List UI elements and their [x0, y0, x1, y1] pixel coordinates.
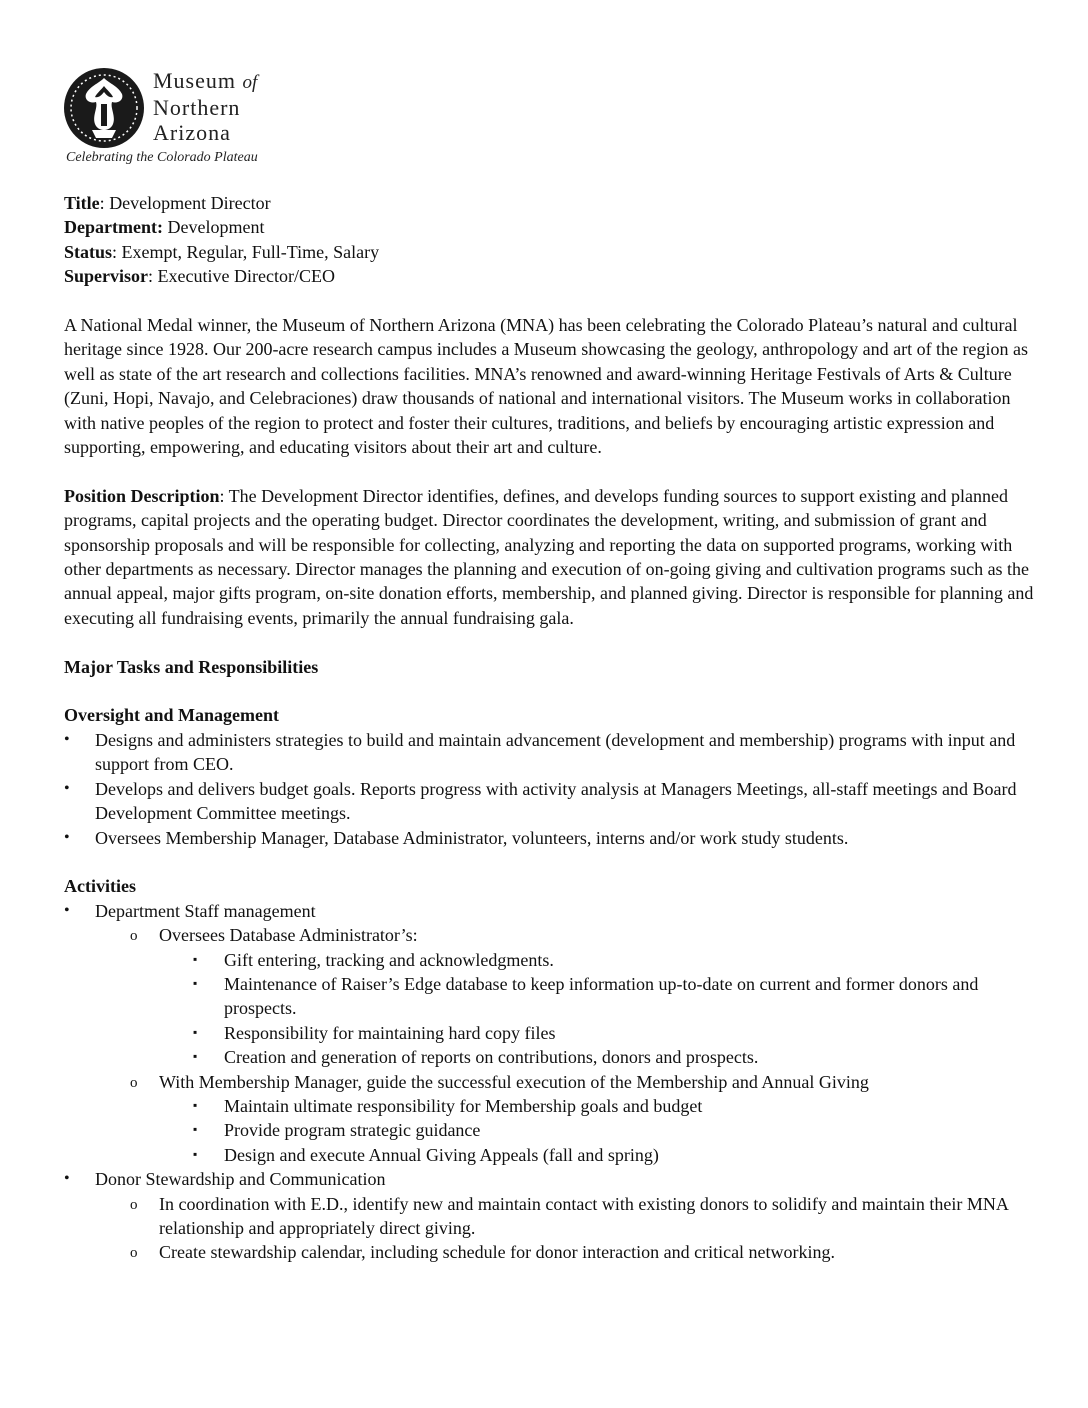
list-item: • Develops and delivers budget goals. Reports progress with activity analysis at Managers Meetings, all-staff meetings and Board Development Committee meetings.: [64, 777, 1044, 826]
dba-sublist: [193, 948, 1044, 1070]
list-item: [127, 923, 1044, 1069]
logo-tagline: Celebrating the Colorado Plateau: [66, 150, 258, 165]
list-item: [127, 1070, 1044, 1168]
activities-heading: Activities: [64, 876, 136, 897]
museum-wordmark: [153, 68, 257, 145]
list-item: ▪ Creation and generation of reports on contributions, donors and prospects.: [193, 1045, 1044, 1069]
document-body: [64, 191, 1044, 1265]
list-item: ▪ Design and execute Annual Giving Appeals (fall and spring): [193, 1143, 1044, 1167]
donor-sublist: [127, 1192, 1044, 1265]
donor-stewardship-label: Donor Stewardship and Communication: [95, 1169, 386, 1190]
major-tasks-heading: Major Tasks and Responsibilities: [64, 656, 319, 677]
museum-logo: [62, 66, 292, 170]
list-item: [64, 1167, 1044, 1265]
position-description: [64, 484, 1044, 630]
oversight-heading: Oversight and Management: [64, 705, 279, 726]
list-item: o Create stewardship calendar, including schedule for donor interaction and critical networking.: [127, 1240, 1044, 1264]
position-text: : The Development Director identifies, defines, and develops funding sources to support existing and planned programs, capital projects and the operating budget. Director coordinates the development, writing, and submission of grant and sponsorship proposals and will be responsible for collecting, analyzing and reporting the data on supported programs, working with other departments as necessary. Director manages the planning and execution of on-going giving and cultivation programs such as the annual appeal, major gifts program, on-site donation efforts, membership, and planned giving. Director is responsible for planning and executing all fundraising events, primarily the annual fundraising gala.: [64, 485, 1034, 628]
oversight-list: [64, 728, 1044, 850]
staff-sublist: [127, 923, 1044, 1167]
list-item: • Oversees Membership Manager, Database Administrator, volunteers, interns and/or work study students.: [64, 826, 1044, 850]
list-item: ▪ Maintain ultimate responsibility for Membership goals and budget: [193, 1094, 1044, 1118]
field-supervisor: Supervisor: Executive Director/CEO: [64, 266, 335, 287]
list-item: [64, 899, 1044, 1167]
staff-management-label: Department Staff management: [95, 900, 316, 921]
activities-list: [64, 899, 1044, 1265]
list-item: ▪ Maintenance of Raiser’s Edge database to keep information up-to-date on current and former donors and prospects.: [193, 972, 1044, 1021]
wordmark-of: of: [242, 72, 258, 93]
membership-label: With Membership Manager, guide the successful execution of the Membership and Annual Giving: [159, 1071, 869, 1092]
field-title: Title: Development Director: [64, 193, 271, 213]
field-department: Department: Development: [64, 217, 265, 238]
list-item: o In coordination with E.D., identify new and maintain contact with existing donors to solidify and maintain their MNA relationship and appropriately direct giving.: [127, 1192, 1044, 1241]
intro-paragraph: A National Medal winner, the Museum of Northern Arizona (MNA) has been celebrating the Colorado Plateau’s natural and cultural heritage since 1928. Our 200-acre research campus includes a Museum showcasing the geology, anthropology and art of the region as well as state of the art research and collections facilities. MNA’s renowned and award-winning Heritage Festivals of Arts & Culture (Zuni, Hopi, Navajo, and Celebraciones) draw thousands of national and international visitors. The Museum works in collaboration with native peoples of the region to protect and foster their cultures, traditions, and beliefs by encouraging artistic expression and supporting, empowering, and educating visitors about their art and culture.: [64, 315, 1029, 458]
list-item: • Designs and administers strategies to build and maintain advancement (development and membership) programs with input and support from CEO.: [64, 728, 1044, 777]
wordmark-line3: Arizona: [153, 120, 231, 145]
job-fields: [64, 191, 1044, 289]
list-item: ▪ Provide program strategic guidance: [193, 1118, 1044, 1142]
museum-emblem-icon: [62, 66, 146, 150]
position-label: Position Description: [64, 485, 220, 506]
field-status: Status: Exempt, Regular, Full-Time, Salary: [64, 241, 380, 262]
list-item: ▪ Gift entering, tracking and acknowledgments.: [193, 948, 1044, 972]
dba-label: Oversees Database Administrator’s:: [159, 925, 418, 946]
list-item: ▪ Responsibility for maintaining hard copy files: [193, 1021, 1044, 1045]
membership-sublist: [193, 1094, 1044, 1167]
wordmark-line1: Museum: [153, 68, 236, 93]
wordmark-line2: Northern: [153, 95, 241, 120]
